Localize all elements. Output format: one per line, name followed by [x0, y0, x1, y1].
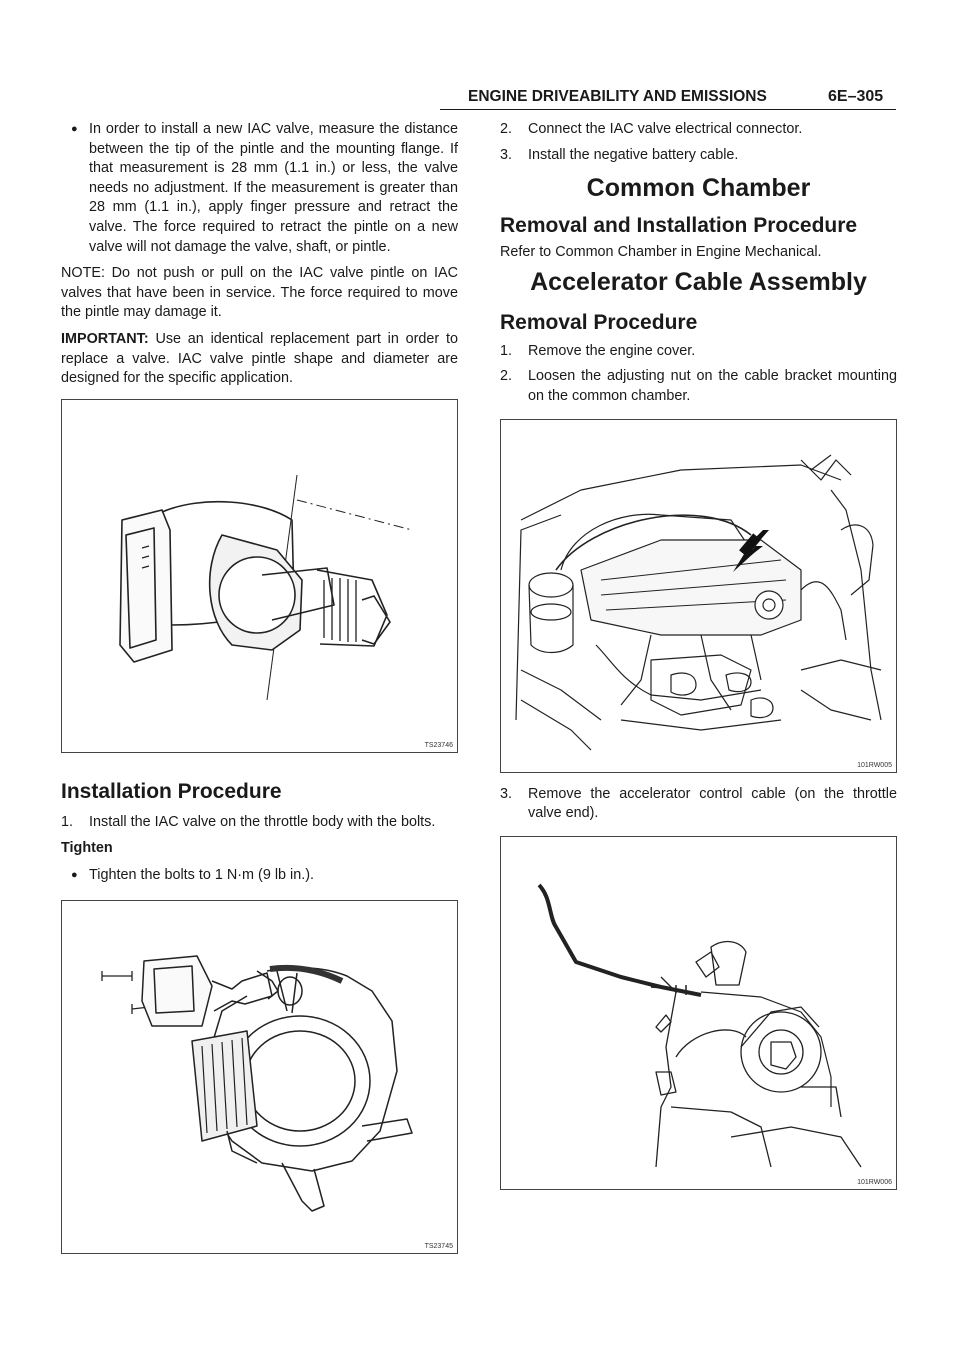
list-item: [71, 866, 458, 886]
bullet-text: Tighten the bolts to 1 N·m (9 lb in.).: [89, 866, 315, 883]
bullet-text: In order to install a new IAC valve, measure the distance between the tip of the pintle and the mounting flange. If that measurement is 28 mm (1.1 in.) or less, the valve needs no adjustment. If the measurement is greater than 28 mm (1.1 in.), apply finger pressure and retract the valve. The force required to retract the pintle on a new valve will not damage the valve, shaft, or pintle.: [89, 121, 458, 255]
left-column: [61, 120, 458, 1254]
important-text: Use an identical replacement part in order to replace a valve. IAC valve pintle shape and diameter are designed for the specific application.: [61, 330, 458, 387]
note-paragraph: NOTE: Do not push or pull on the IAC valve pintle on IAC valves that have been in service. The force required to move the pintle may damage it.: [61, 265, 458, 321]
step-text: Loosen the adjusting nut on the cable bracket mounting on the common chamber.: [528, 368, 897, 404]
refer-paragraph: Refer to Common Chamber in Engine Mechanical.: [500, 244, 822, 261]
figure-code: 101RW005: [857, 761, 892, 769]
step-number: 3.: [500, 146, 513, 163]
section-heading: Common Chamber: [586, 174, 811, 203]
figure-code: TS23746: [424, 741, 453, 749]
bullet-icon: ●: [71, 123, 78, 135]
step-number: 3.: [500, 785, 513, 802]
step-text: Install the IAC valve on the throttle body with the bolts.: [89, 813, 436, 830]
throttle-body-figure: [61, 900, 458, 1254]
right-column: [500, 120, 897, 1190]
list-item: [61, 813, 458, 833]
step-text: Install the negative battery cable.: [528, 146, 739, 163]
important-label: IMPORTANT:: [61, 330, 149, 347]
list-item: [500, 785, 897, 824]
throttle-body-drawing: [62, 901, 457, 1253]
throttle-cable-figure: [500, 836, 897, 1190]
step-text: Connect the IAC valve electrical connector.: [528, 121, 803, 137]
engine-bay-drawing: [501, 420, 896, 772]
list-item: [500, 146, 897, 166]
section-heading: Accelerator Cable Assembly: [530, 267, 867, 296]
running-header-title: ENGINE DRIVEABILITY AND EMISSIONS: [468, 88, 767, 105]
throttle-cable-drawing: [501, 837, 896, 1189]
list-item: [71, 120, 458, 257]
subsection-heading: Removal Procedure: [500, 310, 698, 334]
bullet-icon: ●: [71, 868, 78, 881]
step-number: 1.: [61, 813, 74, 830]
important-paragraph: [61, 330, 458, 389]
iac-valve-figure: [61, 399, 458, 753]
subsection-heading: Removal and Installation Procedure: [500, 214, 858, 238]
page-number: 6E–305: [828, 88, 884, 105]
list-item: [500, 367, 897, 406]
header-rule: [440, 109, 896, 110]
step-number: 2.: [500, 368, 513, 385]
engine-bay-figure: [500, 419, 897, 773]
step-text: Remove the accelerator control cable (on the throttle valve end).: [528, 785, 897, 822]
step-number: 2.: [500, 121, 513, 137]
section-heading: Installation Procedure: [61, 779, 282, 803]
list-item: [500, 120, 897, 140]
iac-valve-drawing: [62, 400, 457, 752]
step-text: Remove the engine cover.: [528, 342, 696, 359]
tighten-label: Tighten: [61, 840, 113, 857]
list-item: [500, 342, 897, 362]
figure-code: TS23745: [424, 1242, 453, 1250]
figure-code: 101RW006: [857, 1178, 892, 1186]
step-number: 1.: [500, 342, 513, 359]
